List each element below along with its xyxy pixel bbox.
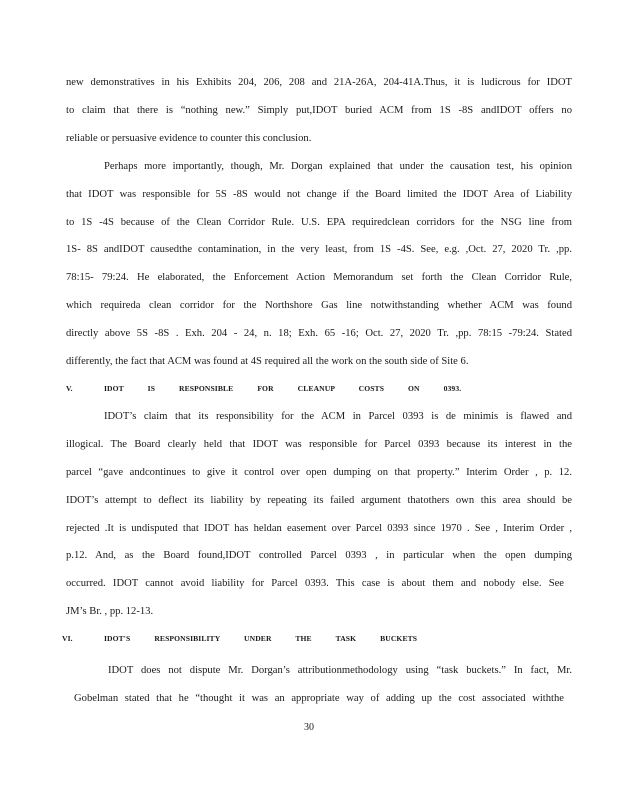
body-text-line: IDOT’s attempt to deflect its liability by repeating its failed argument thatothers own this area should be (66, 495, 572, 506)
body-text-line: illogical. The Board clearly held that IDOT was responsible for Parcel 0393 because its interest in the (66, 439, 572, 450)
section-numeral-vi: VI. (62, 634, 73, 643)
body-text-line: p.12. And, as the Board found,IDOT controlled Parcel 0393 , in particular when the open dumping (66, 550, 572, 561)
body-text-line: new demonstratives in his Exhibits 204, 206, 208 and 21A-26A, 204-41A.Thus, it is ludicrous for IDOT (66, 77, 572, 88)
body-text-line: Perhaps more importantly, though, Mr. Dorgan explained that under the causation test, his opinion (104, 161, 572, 172)
body-text-line: 1S- 8S andIDOT causedthe contamination, in the very least, from 1S -4S. See, e.g. ,Oct. 27, 2020 Tr. ,pp. (66, 244, 572, 255)
body-text-line: differently, the fact that ACM was found at 4S required all the work on the south side of Site 6. (66, 356, 469, 367)
body-text-line: to claim that there is “nothing new.” Simply put,IDOT buried ACM from 1S -8S andIDOT offers no (66, 105, 572, 116)
page-number: 30 (304, 722, 314, 733)
body-text-line: reliable or persuasive evidence to counter this conclusion. (66, 133, 312, 144)
body-text-line: occurred. IDOT cannot avoid liability for Parcel 0393. This case is about them and nobody else. See (66, 578, 564, 589)
section-numeral-v: V. (66, 384, 73, 393)
body-text-line: IDOT does not dispute Mr. Dorgan’s attributionmethodology using “task buckets.” In fact, Mr. (108, 665, 572, 676)
body-text-line: Gobelman stated that he “thought it was an appropriate way of adding up the cost associated withthe (74, 693, 564, 704)
section-heading-vi: IDOT'S RESPONSIBILITY UNDER THE TASK BUCKETS (104, 634, 418, 643)
body-text-line: parcel “gave andcontinues to give it control over open dumping on that property.” Interim Order , p. 12. (66, 467, 572, 478)
body-text-line: directly above 5S -8S . Exh. 204 - 24, n. 18; Exh. 65 -16; Oct. 27, 2020 Tr. ,pp. 78:15 -79:24. Stated (66, 328, 572, 339)
body-text-line: to 1S -4S because of the Clean Corridor Rule. U.S. EPA requiredclean corridors for the NSG line from (66, 217, 572, 228)
body-text-line: JM’s Br. , pp. 12-13. (66, 606, 154, 617)
body-text-line: 78:15- 79:24. He elaborated, the Enforcement Action Memorandum set forth the Clean Corridor Rule, (66, 272, 572, 283)
body-text-line: IDOT’s claim that its responsibility for the ACM in Parcel 0393 is de minimis is flawed and (104, 411, 572, 422)
section-heading-v: IDOT IS RESPONSIBLE FOR CLEANUP COSTS ON 0393. (104, 384, 462, 393)
body-text-line: which requireda clean corridor for the Northshore Gas line notwithstanding whether ACM was found (66, 300, 572, 311)
body-text-line: that IDOT was responsible for 5S -8S would not change if the Board limited the IDOT Area of Liability (66, 189, 572, 200)
body-text-line: rejected .It is undisputed that IDOT has heldan easement over Parcel 0393 since 1970 . See , Interim Order , (66, 523, 572, 534)
